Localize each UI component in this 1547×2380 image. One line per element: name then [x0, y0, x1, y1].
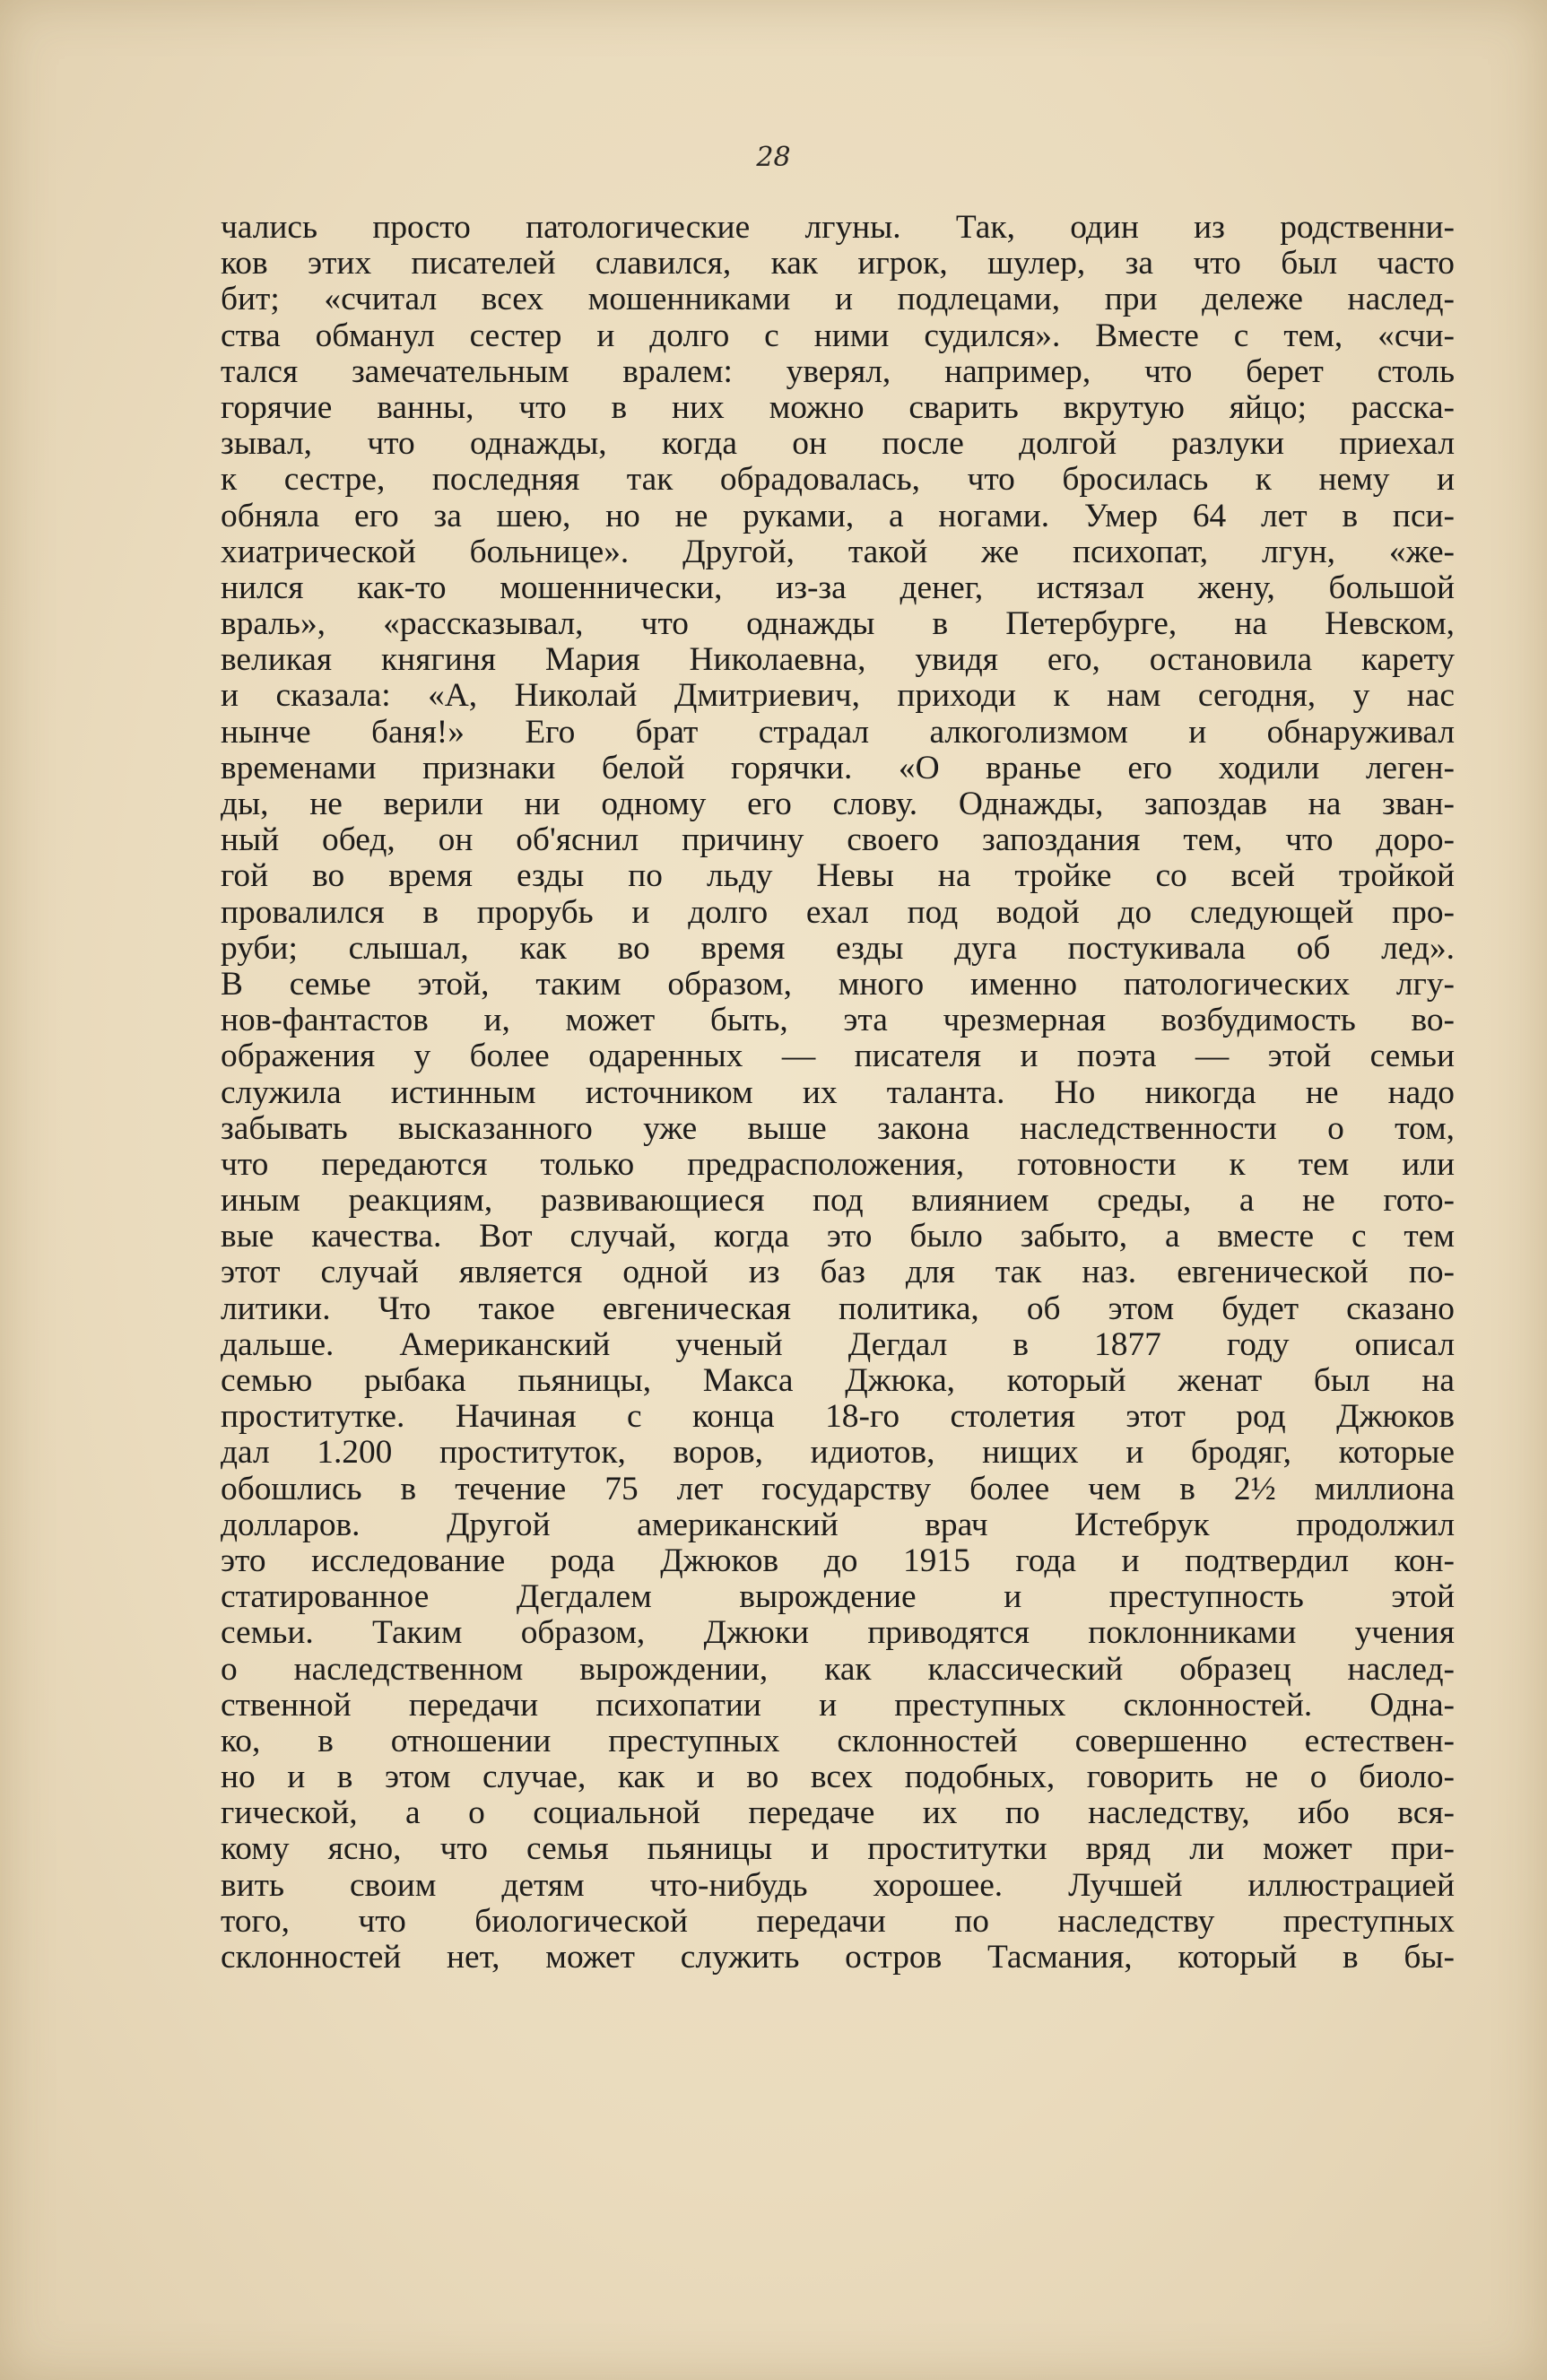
- text-line: зывал, что однажды, когда он после долгой разлуки приехал: [221, 425, 1455, 463]
- text-line: хиатрической больнице». Другой, такой же психопат, лгун, «же-: [221, 533, 1455, 570]
- text-line: семьи. Таким образом, Джюки приводятся поклонниками учения: [221, 1614, 1455, 1652]
- text-line: вить своим детям что-нибудь хорошее. Лучшей иллюстрацией: [221, 1866, 1455, 1904]
- text-line: чались просто патологические лгуны. Так, один из родственни-: [221, 209, 1455, 246]
- text-line: ображения у более одаренных — писателя и поэта — этой семьи: [221, 1038, 1455, 1075]
- text-line: нился как-то мошеннически, из-за денег, истязал жену, большой: [221, 569, 1455, 606]
- text-line: дальше. Американский ученый Дегдал в 1877 году описал: [221, 1325, 1455, 1363]
- text-line: гической, а о социальной передаче их по наследству, ибо вся-: [221, 1794, 1455, 1832]
- text-line: временами признаки белой горячки. «О вранье его ходили леген-: [221, 749, 1455, 786]
- text-line: великая княгиня Мария Николаевна, увидя его, остановила карету: [221, 641, 1455, 679]
- text-line: дал 1.200 проституток, воров, идиотов, нищих и бродяг, которые: [221, 1434, 1455, 1472]
- text-line: того, что биологической передачи по наследству преступных: [221, 1902, 1455, 1940]
- text-line: тался замечательным вралем: уверял, например, что берет столь: [221, 352, 1455, 390]
- text-line: долларов. Другой американский врач Истебрук продолжил: [221, 1506, 1455, 1543]
- text-line: но и в этом случае, как и во всех подобных, говорить не о биоло-: [221, 1759, 1455, 1796]
- text-line: семью рыбака пьяницы, Макса Джюка, который женат был на: [221, 1362, 1455, 1399]
- text-line: гой во время езды по льду Невы на тройке со всей тройкой: [221, 857, 1455, 895]
- text-line: забывать высказанного уже выше закона наследственности о том,: [221, 1109, 1455, 1147]
- text-line: литики. Что такое евгеническая политика, об этом будет сказано: [221, 1290, 1455, 1327]
- text-line: иным реакциям, развивающиеся под влиянием среды, а не гото-: [221, 1182, 1455, 1220]
- text-line: склонностей нет, может служить остров Тасмания, который в бы-: [221, 1939, 1455, 1976]
- text-line: ный обед, он об'яснил причину своего запоздания тем, что доро-: [221, 821, 1455, 859]
- text-line: В семье этой, таким образом, много именно патологических лгу-: [221, 965, 1455, 1003]
- text-line: ды, не верили ни одному его слову. Однажды, запоздав на зван-: [221, 786, 1455, 822]
- text-line: бит; «считал всех мошенниками и подлецами, при дележе наслед-: [221, 281, 1455, 318]
- text-line: это исследование рода Джюков до 1915 года и подтвердил кон-: [221, 1542, 1455, 1579]
- text-line: служила истинным источником их таланта. Но никогда не надо: [221, 1073, 1455, 1111]
- text-line: ства обманул сестер и долго с ними судился». Вместе с тем, «счи-: [221, 317, 1455, 354]
- text-line: ко, в отношении преступных склонностей совершенно естествен-: [221, 1722, 1455, 1759]
- page-number: 28: [756, 142, 791, 173]
- text-line: о наследственном вырождении, как классический образец наслед-: [221, 1650, 1455, 1688]
- text-line: ственной передачи психопатии и преступных склонностей. Одна-: [221, 1686, 1455, 1724]
- text-line: обняла его за шею, но не руками, а ногами. Умер 64 лет в пси-: [221, 497, 1455, 534]
- text-line: нов-фантастов и, может быть, эта чрезмерная возбудимость во-: [221, 1002, 1455, 1039]
- text-line: кому ясно, что семья пьяницы и проститутки вряд ли может при-: [221, 1830, 1455, 1868]
- text-line: нынче баня!» Его брат страдал алкоголизмом и обнаруживал: [221, 713, 1455, 751]
- text-line: этот случай является одной из баз для так наз. евгенической по-: [221, 1254, 1455, 1291]
- text-line: горячие ванны, что в них можно сварить вкрутую яйцо; расска-: [221, 388, 1455, 426]
- text-line: и сказала: «А, Николай Дмитриевич, приходи к нам сегодня, у нас: [221, 677, 1455, 715]
- text-line: что передаются только предрасположения, готовности к тем или: [221, 1145, 1455, 1183]
- text-line: провалился в прорубь и долго ехал под водой до следующей про-: [221, 893, 1455, 931]
- text-line: статированное Дегдалем вырождение и преступность этой: [221, 1578, 1455, 1616]
- body-text: [221, 210, 1455, 1976]
- text-line: проститутке. Начиная с конца 18-го столетия этот род Джюков: [221, 1398, 1455, 1436]
- text-line: враль», «рассказывал, что однажды в Петербурге, на Невском,: [221, 605, 1455, 643]
- text-line: ков этих писателей славился, как игрок, шулер, за что был часто: [221, 245, 1455, 282]
- text-line: обошлись в течение 75 лет государству более чем в 2½ миллиона: [221, 1470, 1455, 1507]
- text-line: руби; слышал, как во время езды дуга постукивала об лед».: [221, 929, 1455, 967]
- text-line: к сестре, последняя так обрадовалась, что бросилась к нему и: [221, 461, 1455, 499]
- text-line: вые качества. Вот случай, когда это было забыто, а вместе с тем: [221, 1218, 1455, 1255]
